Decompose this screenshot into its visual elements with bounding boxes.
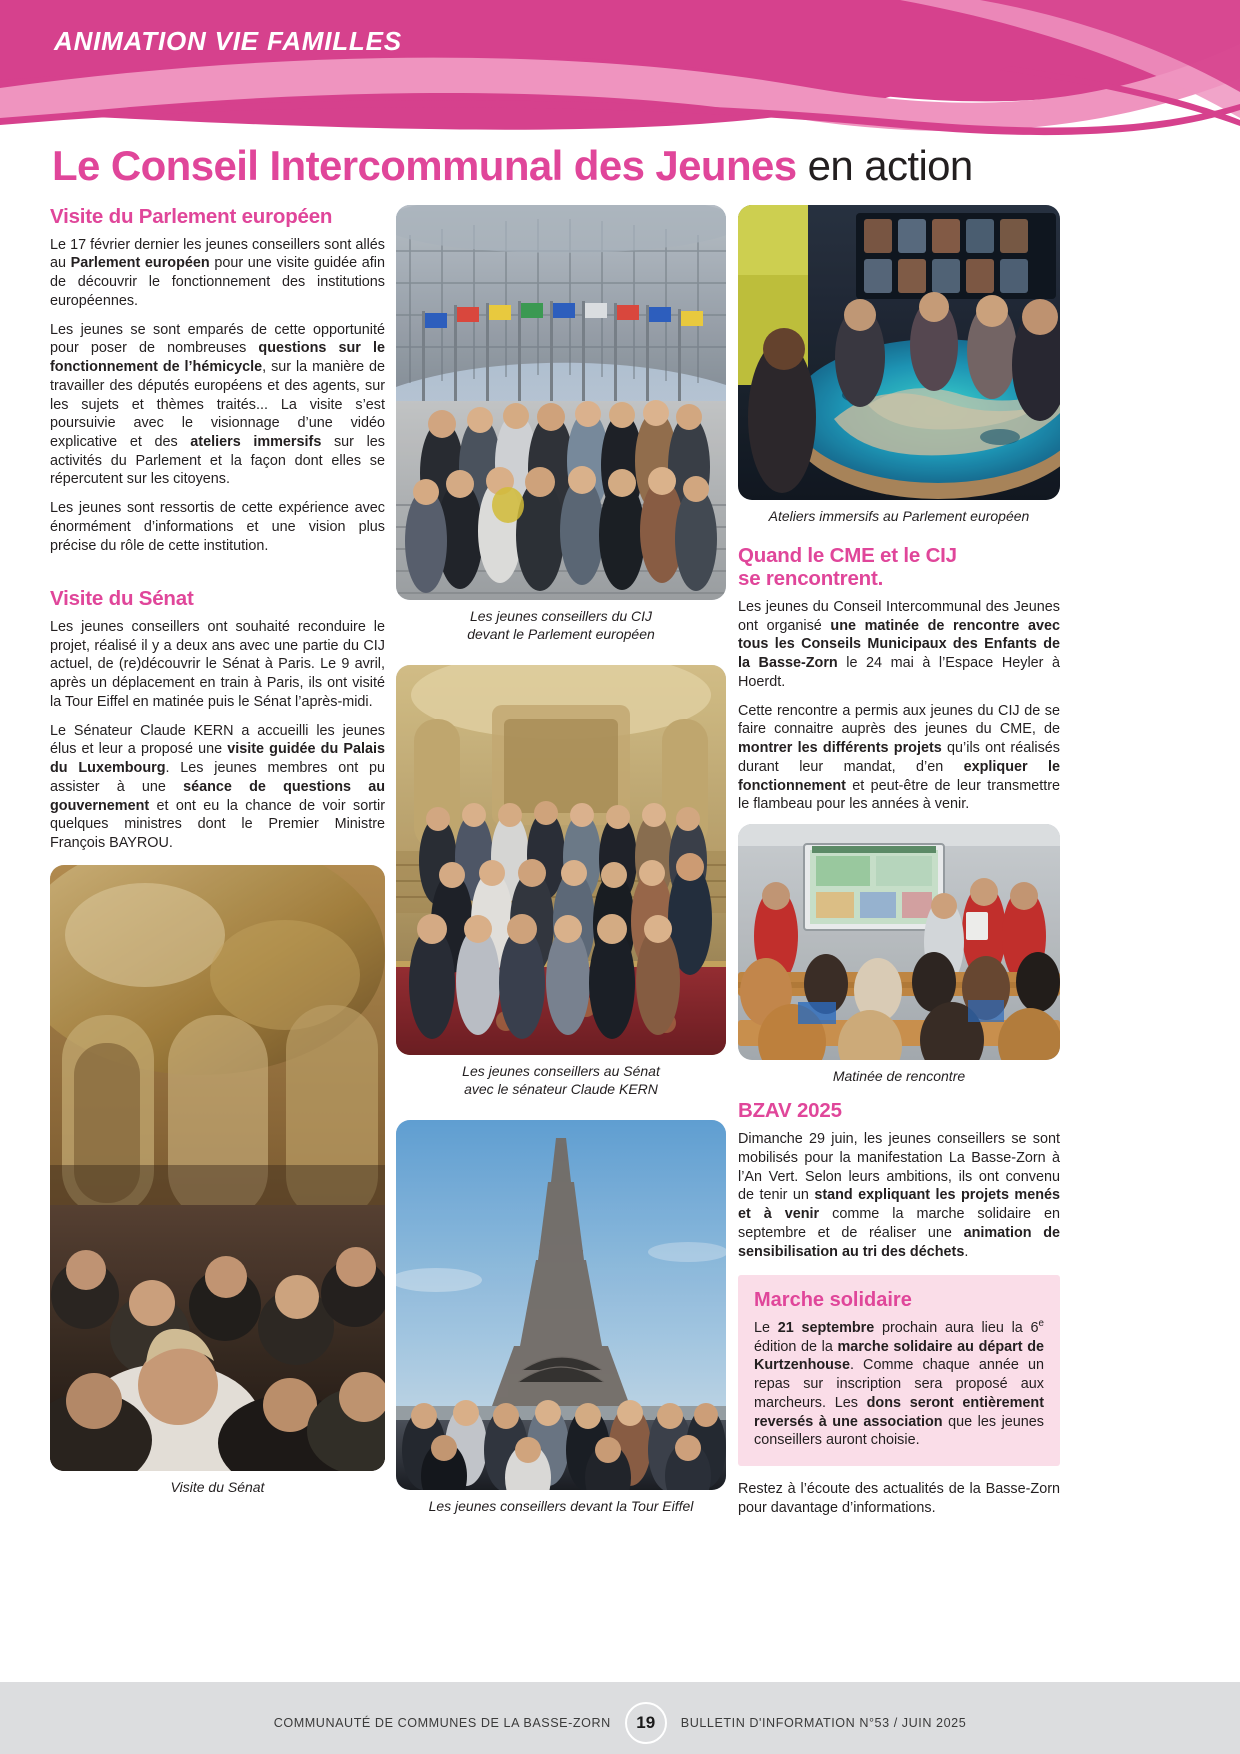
left-column [50, 205, 385, 1496]
text-run: Le [754, 1320, 778, 1337]
text-run: et peut-être de leur transmettre le flambeau pour les années à venir. [738, 777, 1060, 813]
text-run: sur les activités du Parlement et la façon dont elles se répercutent sur les citoyens. [50, 433, 385, 488]
text-run: Dimanche 29 juin, les jeunes conseillers se sont mobilisés pour la manifestation La Basse-Zorn à l’An Vert. Selon leurs ambitions, ils ont convenu de tenir un [738, 1131, 1060, 1204]
caption-matinee-rencontre: Matinée de rencontre [832, 1067, 966, 1084]
text-run-bold: expliquer le fonctionnement [738, 758, 1061, 794]
text-run: pour une visite guidée afin de découvrir le fonctionnement des institutions européennes. [50, 255, 385, 309]
text-run-bold: questions sur le fonctionnement de l’hémicycle [50, 340, 385, 376]
callout-heading: Marche solidaire [754, 1289, 912, 1312]
footer-left-label: COMMUNAUTÉ DE COMMUNES DE LA BASSE-ZORN [273, 1716, 611, 1730]
photo-senat-groupe-graphic [396, 665, 726, 1055]
caption-line-1: Les jeunes conseillers au Sénat [462, 1063, 660, 1079]
photo-ateliers-immersifs-graphic [738, 205, 1060, 500]
paragraph-bzav [738, 1130, 1060, 1261]
caption-tour-eiffel: Les jeunes conseillers devant la Tour Eiffel [428, 1498, 694, 1514]
text-run: Les jeunes du Conseil Intercommunal des Jeunes ont organisé [738, 599, 1060, 634]
page-footer [0, 1682, 1240, 1754]
caption-senat-groupe [396, 1063, 726, 1098]
paragraph-cme-2 [738, 702, 1060, 814]
photo-parlement-groupe [396, 205, 726, 600]
photo-senat-groupe [396, 665, 726, 1055]
text-run-bold: séance de questions au gouvernement [50, 778, 385, 814]
photo-matinee-rencontre-graphic [738, 824, 1060, 1060]
text-run: . Les jeunes membres ont pu assister à une [50, 760, 385, 795]
heading-visite-senat: Visite du Sénat [50, 587, 194, 611]
text-run-bold: Parlement européen [70, 255, 210, 272]
banner-decorative-shapes [0, 0, 1240, 140]
text-run-bold: une matinée de rencontre avec tous les Conseils Municipaux des Enfants de la Basse-Zorn [738, 617, 1060, 672]
heading-line-1: Quand le CME et le CIJ [738, 543, 957, 567]
text-run-bold: ateliers immersifs [190, 433, 322, 450]
text-run: Le 17 février dernier les jeunes conseillers sont allés au [50, 236, 385, 272]
paragraph-parlement-1 [50, 236, 385, 311]
section-spacer [50, 565, 385, 587]
caption-line-1: Les jeunes conseillers du CIJ [469, 608, 653, 624]
text-run: Les jeunes se sont emparés de cette opportunité pour poser de nombreuses [50, 321, 385, 357]
middle-column [396, 205, 726, 1516]
text-run: . Comme chaque année un repas sur inscription sera proposé aux marcheurs. Les [754, 1357, 1044, 1411]
photo-visite-senat [50, 865, 385, 1471]
text-run: Cette rencontre a permis aux jeunes du CIJ de se faire connaitre auprès des jeunes du CME, de [738, 702, 1060, 738]
caption-ateliers-immersifs: Ateliers immersifs au Parlement européen [768, 508, 1030, 524]
text-run: qu’ils ont réalisés durant leur mandat, d’en [738, 740, 1060, 775]
callout-body [754, 1318, 1044, 1450]
text-run: , sur la manière de travailler des députés européens et des agents, sur les sujets et thèmes traités... La visite s’est poursuivie avec le visionnage d’une vidéo explicative et des [50, 359, 386, 450]
text-run-bold: animation de sensibilisation au tri des déchets [738, 1224, 1060, 1260]
section-spacer [738, 526, 1060, 544]
heading-visite-parlement: Visite du Parlement européen [50, 205, 333, 228]
photo-ateliers-immersifs [738, 205, 1060, 500]
text-run: comme la marche solidaire en septembre et de réaliser une [738, 1206, 1060, 1241]
paragraph-parlement-3: Les jeunes sont ressortis de cette expérience avec énormément d’informations et une vision plus précise du rôle de cette institution. [50, 500, 385, 554]
page-header-banner [0, 0, 1240, 140]
section-spacer [738, 1085, 1060, 1099]
page-title-primary: Le Conseil Intercommunal des Jeunes [52, 142, 797, 189]
right-column [738, 205, 1060, 1528]
heading-cme-cij [738, 544, 1060, 592]
text-run: que les jeunes conseillers auront choisie. [754, 1413, 1045, 1449]
text-run-bold: 21 septembre [777, 1320, 875, 1337]
paragraph-closing: Restez à l’écoute des actualités de la Basse-Zorn pour davantage d’informations. [738, 1481, 1060, 1516]
ordinal-suffix: e [1038, 1318, 1044, 1330]
page-title-secondary: en action [796, 142, 973, 189]
paragraph-parlement-2 [50, 321, 385, 489]
photo-tour-eiffel-graphic [396, 1120, 726, 1490]
paragraph-senat-2 [50, 722, 385, 853]
text-run-bold: stand expliquant les projets menés et à venir [738, 1187, 1060, 1223]
text-run-bold: marche solidaire au départ de Kurtzenhouse [754, 1338, 1044, 1374]
photo-parlement-groupe-graphic [396, 205, 726, 600]
photo-matinee-rencontre [738, 824, 1060, 1060]
caption-line-2: avec le sénateur Claude KERN [464, 1080, 658, 1097]
text-run: Le Sénateur Claude KERN a accueilli les jeunes élus et leur a proposé une [50, 722, 385, 758]
heading-bzav-2025: BZAV 2025 [738, 1099, 842, 1123]
paragraph-senat-1: Les jeunes conseillers ont souhaité reconduire le projet, réalisé il y a deux ans avec une partie du CIJ actuel, de (re)découvrir le Sénat à Paris. Le 9 avril, après un déplacement en train à Paris, ils ont visité la Tour Eiffel en matinée puis le Sénat l’après-midi. [50, 619, 385, 710]
banner-kicker-label: ANIMATION VIE FAMILLES [54, 26, 402, 56]
text-run: et ont eu la chance de voir sortir quelques ministres dont le Premier Ministre François BAYROU. [50, 797, 385, 851]
text-run-bold: visite guidée du Palais du Luxembourg [50, 741, 386, 777]
text-run-bold: dons seront entièrement reversés à une association [754, 1394, 1044, 1430]
text-run: prochain aura lieu la 6 [874, 1320, 1039, 1337]
footer-content [0, 1702, 1240, 1744]
text-run-bold: montrer les différents projets [738, 740, 942, 757]
photo-visite-senat-graphic [50, 865, 385, 1471]
caption-line-2: devant le Parlement européen [467, 625, 655, 642]
caption-parlement-groupe [396, 608, 726, 643]
text-run: le 24 mai à l’Espace Heyler à Hoerdt. [738, 655, 1060, 690]
page-number-badge: 19 [625, 1702, 667, 1744]
text-run: édition de la [754, 1338, 838, 1355]
paragraph-cme-1 [738, 598, 1060, 692]
page-title [52, 143, 1202, 188]
text-run: . [964, 1243, 969, 1260]
footer-right-label: BULLETIN D'INFORMATION N°53 / JUIN 2025 [680, 1716, 967, 1730]
heading-line-2: se rencontrent. [738, 567, 884, 591]
photo-tour-eiffel [396, 1120, 726, 1490]
callout-marche-solidaire [738, 1275, 1060, 1466]
caption-visite-senat: Visite du Sénat [170, 1478, 265, 1495]
